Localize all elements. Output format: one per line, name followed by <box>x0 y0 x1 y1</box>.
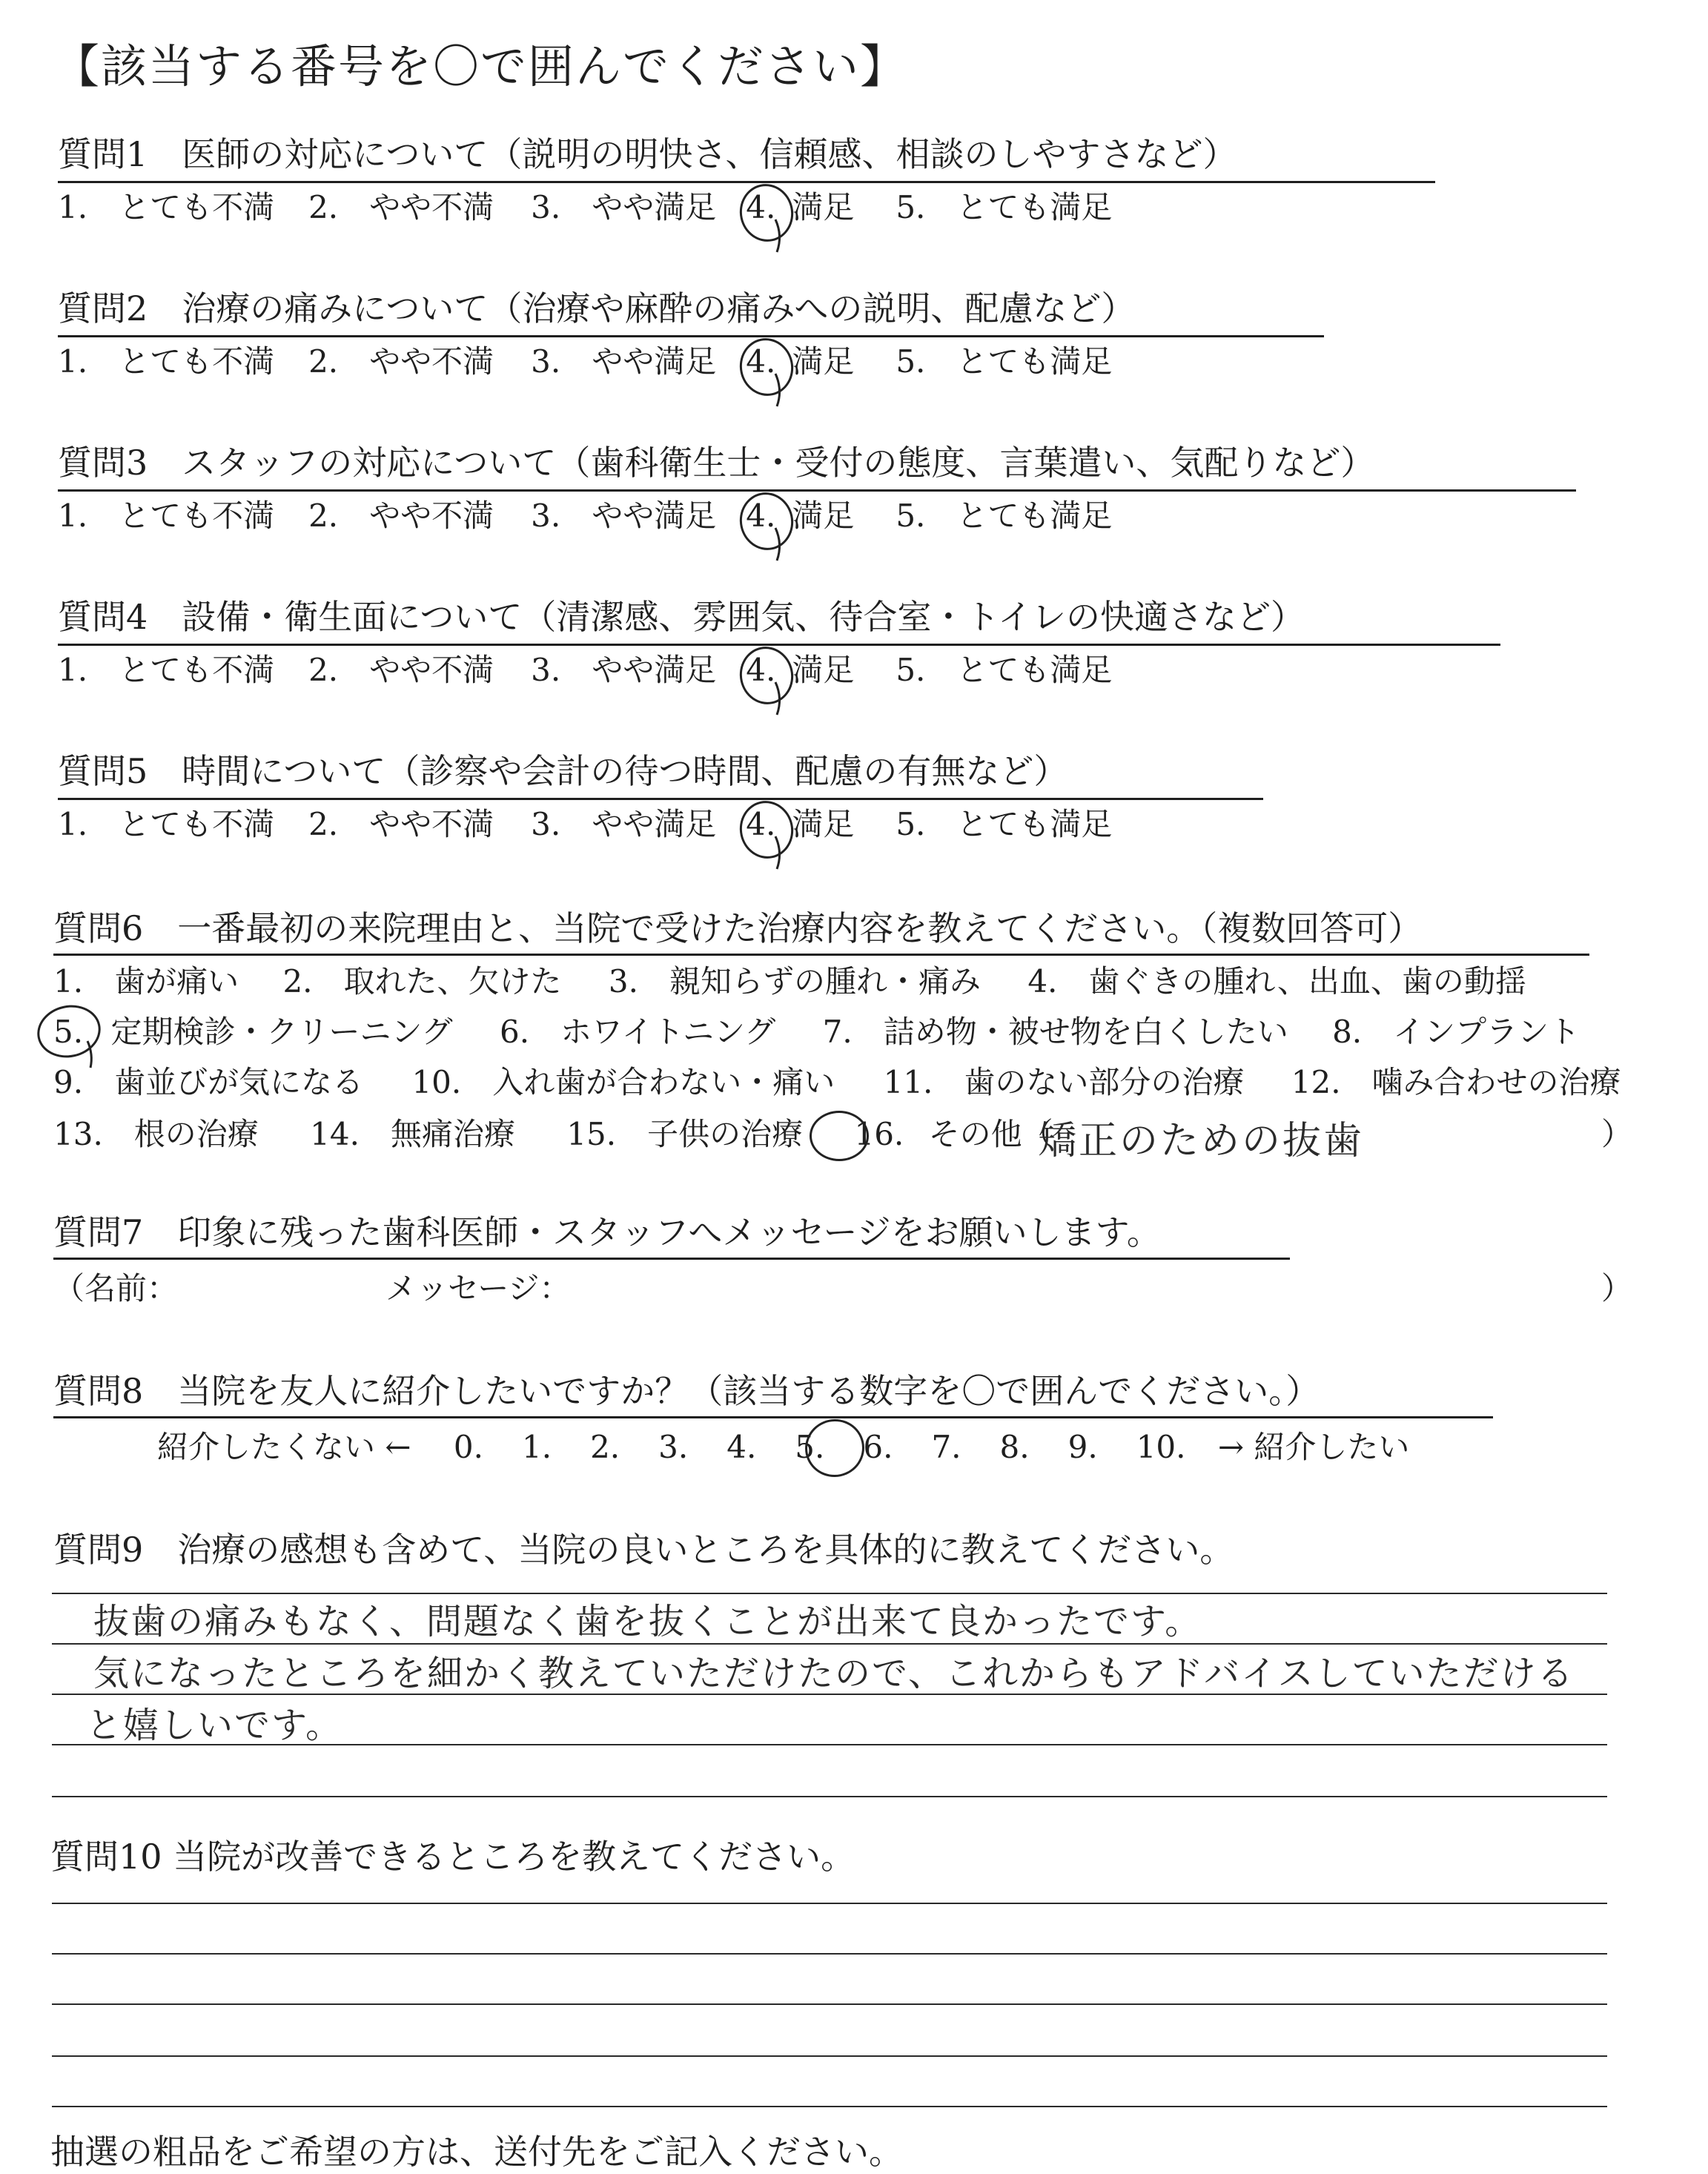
q2-option-5[interactable]: 5. とても満足 <box>896 343 1113 380</box>
q2-option-4-label: 満足 <box>792 343 855 380</box>
q8-scale-option-6[interactable]: 6. <box>863 1429 893 1465</box>
q8-scale-option-0[interactable]: 0. <box>453 1429 483 1465</box>
q6-option-16[interactable]: 16. <box>854 1116 904 1152</box>
q4-option-3[interactable]: 3. やや満足 <box>531 652 717 688</box>
question-8-label: 質問8 当院を友人に紹介したいですか？（該当する数字を〇で囲んでください。） <box>53 1371 1320 1411</box>
q9-rule-5 <box>52 1796 1607 1797</box>
q6-other-close-paren: ） <box>1601 1116 1633 1152</box>
q8-scale-option-3[interactable]: 3. <box>658 1429 689 1465</box>
question-6-underline <box>53 954 1589 956</box>
q6-option-4[interactable]: 4. 歯ぐきの腫れ、出血、歯の動揺 <box>1027 963 1526 1000</box>
q8-right-label: → 紹介したい <box>1217 1429 1410 1465</box>
q5-option-4-label: 満足 <box>792 806 855 842</box>
q8-scale-option-1[interactable]: 1. <box>521 1429 552 1465</box>
q1-option-4-label: 満足 <box>792 189 855 225</box>
q2-option-1[interactable]: 1. とても不満 <box>58 343 275 380</box>
question-5-options <box>58 804 1112 845</box>
q8-selected-circle <box>800 1414 870 1483</box>
question-4-options <box>58 650 1112 691</box>
q8-left-label: 紹介したくない ← <box>157 1429 411 1465</box>
question-8-scale <box>157 1427 1409 1468</box>
q10-rule-1 <box>52 1903 1607 1904</box>
q2-option-4[interactable]: 4. <box>746 343 776 380</box>
q3-option-4[interactable]: 4. <box>746 498 776 534</box>
q6-option-15[interactable]: 15. 子供の治療 <box>566 1116 804 1152</box>
q6-option-6[interactable]: 6. ホワイトニング <box>499 1014 776 1050</box>
q6-option-11[interactable]: 11. 歯のない部分の治療 <box>883 1064 1245 1100</box>
q6-option-5[interactable]: 5. <box>53 1014 84 1050</box>
question-7-underline <box>53 1258 1290 1260</box>
q9-answer-line-3[interactable]: と嬉しいです。 <box>86 1705 343 1746</box>
question-6-label: 質問6 一番最初の来院理由と、当院で受けた治療内容を教えてください。（複数回答可） <box>53 908 1423 948</box>
q2-option-3[interactable]: 3. やや満足 <box>531 343 717 380</box>
q8-scale-option-5[interactable]: 5. <box>795 1429 825 1465</box>
question-5-underline <box>58 798 1263 800</box>
q6-option-5-label: 定期検診・クリーニング <box>110 1014 453 1050</box>
question-7-label: 質問7 印象に残った歯科医師・スタッフへメッセージをお願いします。 <box>53 1212 1161 1252</box>
q7-close-paren: ） <box>1601 1270 1633 1306</box>
q1-option-1[interactable]: 1. とても不満 <box>58 189 275 225</box>
q6-option-16-label: その他（ <box>928 1116 1053 1152</box>
question-2-underline <box>58 335 1324 337</box>
q3-option-4-label: 満足 <box>792 498 855 534</box>
footer-note: 抽選の粗品をご希望の方は、送付先をご記入ください。 <box>50 2132 903 2172</box>
question-2-label: 質問2 治療の痛みについて（治療や麻酔の痛みへの説明、配慮など） <box>58 288 1136 328</box>
question-1-label: 質問1 医師の対応について（説明の明快さ、信頼感、相談のしやすさなど） <box>58 134 1237 174</box>
question-5-label: 質問5 時間について（診察や会計の待つ時間、配慮の有無など） <box>58 751 1068 791</box>
q7-name-label: （名前： <box>53 1270 179 1306</box>
q4-option-5[interactable]: 5. とても満足 <box>896 652 1113 688</box>
q5-option-3[interactable]: 3. やや満足 <box>531 806 717 842</box>
q1-option-3[interactable]: 3. やや満足 <box>531 189 717 225</box>
q8-scale-option-10[interactable]: 10. <box>1136 1429 1186 1465</box>
q1-option-4[interactable]: 4. <box>746 189 776 225</box>
q4-option-1[interactable]: 1. とても不満 <box>58 652 275 688</box>
q4-option-4-label: 満足 <box>792 652 855 688</box>
q9-answer-line-1[interactable]: 抜歯の痛みもなく、問題なく歯を抜くことが出来て良かったです。 <box>93 1601 1202 1642</box>
q5-option-4[interactable]: 4. <box>746 806 776 842</box>
q6-option-8[interactable]: 8. インプラント <box>1332 1014 1580 1050</box>
q10-rule-3 <box>52 2003 1607 2005</box>
q4-option-2[interactable]: 2. やや不満 <box>308 652 494 688</box>
q9-answer-line-2[interactable]: 気になったところを細かく教えていただけたので、これからもアドバイスしていただける <box>93 1653 1575 1694</box>
q3-option-3[interactable]: 3. やや満足 <box>531 498 717 534</box>
q8-scale-option-2[interactable]: 2. <box>590 1429 620 1465</box>
q6-option-14[interactable]: 14. 無痛治療 <box>310 1116 515 1152</box>
q6-option-1[interactable]: 1. 歯が痛い <box>53 963 239 1000</box>
question-1-underline <box>58 181 1435 183</box>
question-3-underline <box>58 489 1576 492</box>
q3-circle-tail <box>771 528 793 565</box>
q10-rule-2 <box>52 1953 1607 1955</box>
page-title: 【該当する番号を〇で囲んでください】 <box>53 39 908 93</box>
q4-circle-tail <box>771 682 793 719</box>
q6-other-answer[interactable]: 矯正のための抜歯 <box>1038 1119 1365 1163</box>
q10-rule-5 <box>52 2106 1607 2107</box>
q3-option-5[interactable]: 5. とても満足 <box>896 498 1113 534</box>
question-4-underline <box>58 644 1500 646</box>
q1-option-5[interactable]: 5. とても満足 <box>896 189 1113 225</box>
question-6-row-4 <box>53 1114 1053 1155</box>
q5-option-2[interactable]: 2. やや不満 <box>308 806 494 842</box>
question-4-label: 質問4 設備・衛生面について（清潔感、雰囲気、待合室・トイレの快適さなど） <box>58 597 1305 637</box>
q1-option-2[interactable]: 2. やや不満 <box>308 189 494 225</box>
q6-option-13[interactable]: 13. 根の治療 <box>53 1116 259 1152</box>
q8-scale-option-8[interactable]: 8. <box>999 1429 1030 1465</box>
q6-option-3[interactable]: 3. 親知らずの腫れ・痛み <box>608 963 981 1000</box>
q6-option-2[interactable]: 2. 取れた、欠けた <box>282 963 562 1000</box>
q3-option-2[interactable]: 2. やや不満 <box>308 498 494 534</box>
q4-option-4[interactable]: 4. <box>746 652 776 688</box>
q2-option-2[interactable]: 2. やや不満 <box>308 343 494 380</box>
question-3-label: 質問3 スタッフの対応について（歯科衛生士・受付の態度、言葉遣い、気配りなど） <box>58 443 1375 483</box>
question-3-options <box>58 495 1112 537</box>
q5-circle-tail <box>771 836 793 873</box>
question-10-label: 質問10 当院が改善できるところを教えてください。 <box>50 1837 855 1877</box>
q10-rule-4 <box>52 2055 1607 2057</box>
question-6-row-2 <box>53 1011 1580 1053</box>
question-6-row-1 <box>53 961 1526 1002</box>
q6-option-10[interactable]: 10. 入れ歯が合わない・痛い <box>411 1064 835 1100</box>
q6-option-12[interactable]: 12. 噛み合わせの治療 <box>1291 1064 1621 1100</box>
question-9-label: 質問9 治療の感想も含めて、当院の良いところを具体的に教えてください。 <box>53 1530 1234 1570</box>
q6-option-9[interactable]: 9. 歯並びが気になる <box>53 1064 364 1100</box>
question-8-underline <box>53 1416 1493 1418</box>
q5-option-5[interactable]: 5. とても満足 <box>896 806 1113 842</box>
q6-selected-circle-16 <box>810 1111 869 1161</box>
q7-message-label: メッセージ： <box>385 1270 571 1306</box>
q5-option-1[interactable]: 1. とても不満 <box>58 806 275 842</box>
q2-circle-tail <box>771 374 793 411</box>
q8-scale-option-7[interactable]: 7. <box>931 1429 961 1465</box>
q8-scale-option-9[interactable]: 9. <box>1068 1429 1098 1465</box>
q8-scale-option-4[interactable]: 4. <box>726 1429 757 1465</box>
q1-circle-tail <box>771 219 793 257</box>
question-6-row-3 <box>53 1062 1621 1103</box>
q6-option-7[interactable]: 7. 詰め物・被せ物を白くしたい <box>822 1014 1288 1050</box>
question-2-options <box>58 341 1112 383</box>
q3-option-1[interactable]: 1. とても不満 <box>58 498 275 534</box>
question-1-options <box>58 187 1112 228</box>
